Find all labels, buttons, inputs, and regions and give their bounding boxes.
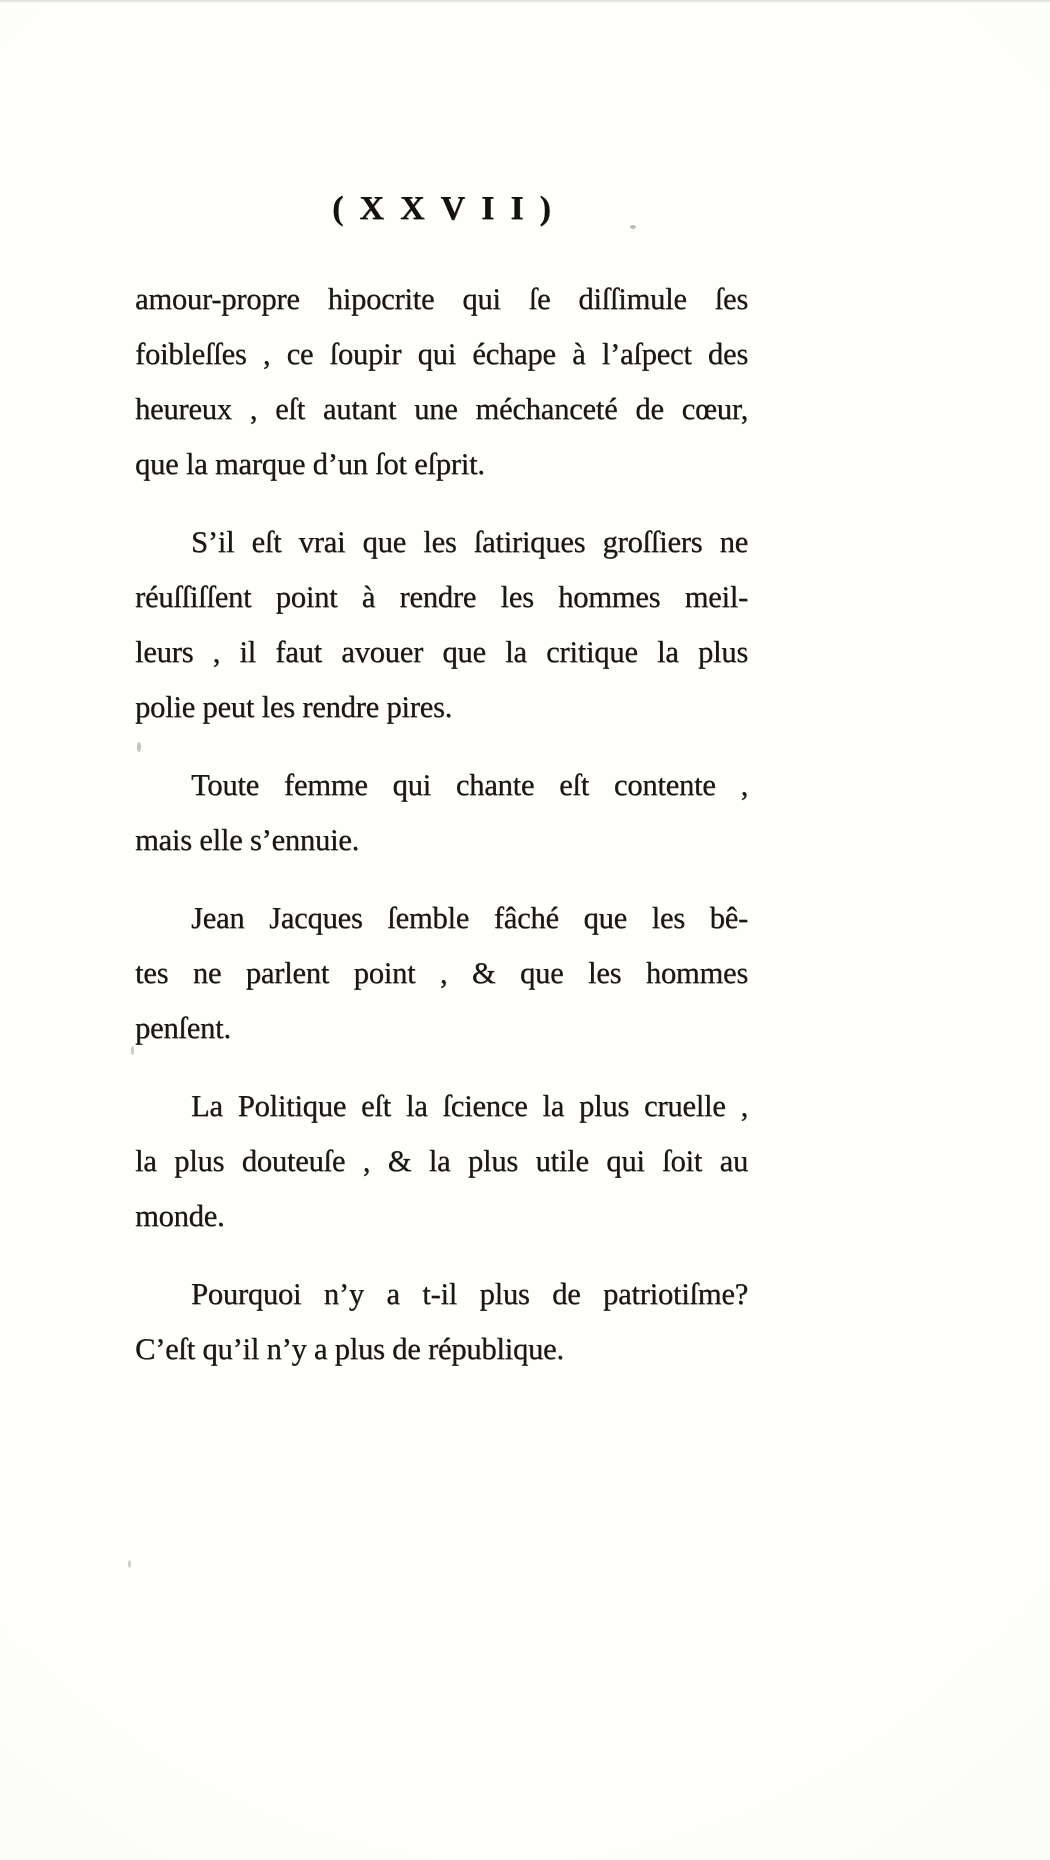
page-number-header: (XXVII) [332, 190, 567, 227]
paragraph-amour-propre [135, 272, 748, 492]
text-line: monde. [135, 1199, 225, 1233]
text-line: heureux , eſt autant une méchanceté de cœur, [135, 392, 748, 426]
scan-top-edge [0, 0, 1050, 3]
text-line: C’eſt qu’il n’y a plus de république. [135, 1332, 564, 1366]
paragraph-patriotisme [135, 1267, 748, 1377]
text-line: polie peut les rendre pires. [135, 690, 453, 724]
text-line: amour-propre hipocrite qui ſe diſſimule ſes [135, 282, 748, 316]
text-line: tes ne parlent point , & que les hommes [135, 956, 748, 990]
text-line: mais elle s’ennuie. [135, 823, 360, 857]
text-line: La Politique eſt la ſcience la plus cruelle , [191, 1089, 748, 1123]
text-line: Pourquoi n’y a t-il plus de patriotiſme? [191, 1277, 748, 1311]
scan-speck [630, 225, 636, 229]
paragraph-satiriques [135, 515, 748, 735]
text-line: Jean Jacques ſemble fâché que les bê- [191, 901, 748, 935]
text-line: Toute femme qui chante eſt contente , [191, 768, 748, 802]
scan-speck [131, 1046, 134, 1055]
text-line: leurs , il faut avouer que la critique la plus [135, 635, 748, 669]
text-line: S’il eſt vrai que les ſatiriques groſſiers ne [191, 525, 748, 559]
text-line: la plus douteuſe , & la plus utile qui ſoit au [135, 1144, 748, 1178]
paragraph-jean-jacques [135, 891, 748, 1056]
text-line: réuſſiſſent point à rendre les hommes meil- [135, 580, 748, 614]
scan-speck [137, 742, 141, 752]
text-line: penſent. [135, 1011, 231, 1045]
paragraph-politique [135, 1079, 748, 1244]
text-line: foibleſſes , ce ſoupir qui échape à l’aſpect des [135, 337, 748, 371]
text-line: que la marque d’un ſot eſprit. [135, 447, 485, 481]
scan-speck [128, 1560, 131, 1568]
paragraph-toute-femme [135, 758, 748, 868]
text-block [135, 272, 748, 1377]
